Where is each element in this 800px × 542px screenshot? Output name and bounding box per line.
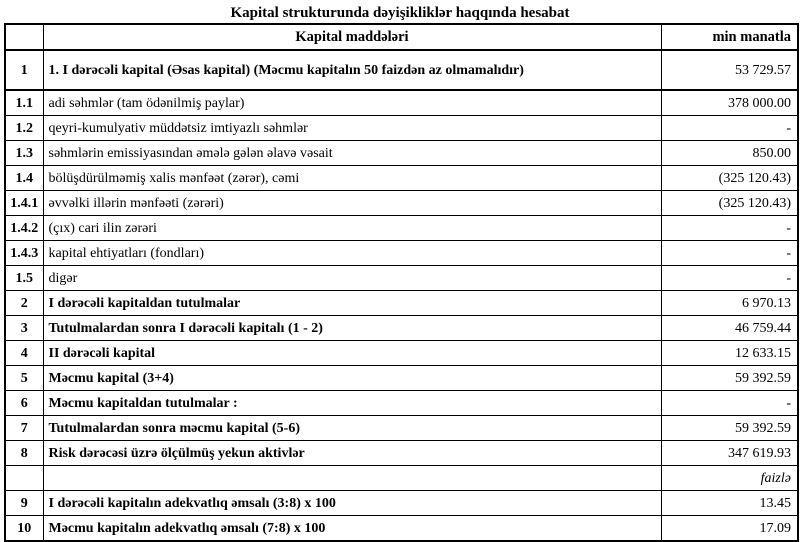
row-label-cell: (çıx) cari ilin zərəri — [43, 216, 661, 241]
row-label-cell: II dərəcəli kapital — [43, 341, 661, 366]
row-label-cell: adi səhmlər (tam ödənilmiş paylar) — [43, 90, 661, 116]
items-column-header: Kapital maddələri — [43, 24, 661, 50]
table-row — [5, 216, 798, 241]
header-row — [5, 24, 798, 50]
row-value-cell: 6 970.13 — [661, 291, 798, 316]
row-value-cell: 53 729.57 — [661, 50, 798, 90]
row-value-cell: 13.45 — [661, 491, 798, 516]
row-value-cell: 17.09 — [661, 516, 798, 542]
row-value-cell: - — [661, 391, 798, 416]
row-number-cell: 1.4 — [5, 166, 43, 191]
table-row-unit-faizle — [5, 466, 798, 491]
row-label-cell: 1. I dərəcəli kapital (Əsas kapital) (Məcmu kapitalın 50 faizdən az olmamalıdır) — [43, 50, 661, 90]
row-value-cell: (325 120.43) — [661, 191, 798, 216]
row-number-cell: 2 — [5, 291, 43, 316]
corner-cell — [5, 24, 43, 50]
row-number-cell: 4 — [5, 341, 43, 366]
row-number-cell: 9 — [5, 491, 43, 516]
row-label-cell: Tutulmalardan sonra I dərəcəli kapitalı (1 - 2) — [43, 316, 661, 341]
row-value-cell: - — [661, 266, 798, 291]
row-number-cell: 6 — [5, 391, 43, 416]
row-number-cell: 1.3 — [5, 141, 43, 166]
table-row — [5, 316, 798, 341]
table-row — [5, 266, 798, 291]
row-value-cell: 46 759.44 — [661, 316, 798, 341]
table-row — [5, 516, 798, 542]
table-row — [5, 141, 798, 166]
row-number-cell: 1.4.1 — [5, 191, 43, 216]
row-number-cell: 1.1 — [5, 90, 43, 116]
row-label-cell: Risk dərəcəsi üzrə ölçülmüş yekun aktivlər — [43, 441, 661, 466]
row-label-cell — [43, 466, 661, 491]
table-row — [5, 116, 798, 141]
table-row — [5, 166, 798, 191]
row-label-cell: əvvəlki illərin mənfəəti (zərəri) — [43, 191, 661, 216]
row-label-cell: bölüşdürülməmiş xalis mənfəət (zərər), cəmi — [43, 166, 661, 191]
table-row — [5, 341, 798, 366]
table-row — [5, 491, 798, 516]
row-number-cell: 7 — [5, 416, 43, 441]
row-label-cell: qeyri-kumulyativ müddətsiz imtiyazlı səhmlər — [43, 116, 661, 141]
table-row — [5, 416, 798, 441]
row-value-cell: (325 120.43) — [661, 166, 798, 191]
table-row — [5, 241, 798, 266]
row-number-cell: 5 — [5, 366, 43, 391]
table-row — [5, 50, 798, 90]
unit-column-header: min manatla — [661, 24, 798, 50]
row-value-cell: faizlə — [661, 466, 798, 491]
row-number-cell: 1.2 — [5, 116, 43, 141]
row-label-cell: Məcmu kapitalın adekvatlıq əmsalı (7:8) x 100 — [43, 516, 661, 542]
row-label-cell: Məcmu kapitaldan tutulmalar : — [43, 391, 661, 416]
row-label-cell: səhmlərin emissiyasından əmələ gələn əlavə vəsait — [43, 141, 661, 166]
table-row — [5, 191, 798, 216]
row-number-cell: 1 — [5, 50, 43, 90]
row-label-cell: Məcmu kapital (3+4) — [43, 366, 661, 391]
row-label-cell: digər — [43, 266, 661, 291]
row-label-cell: Tutulmalardan sonra məcmu kapital (5-6) — [43, 416, 661, 441]
row-number-cell: 1.4.3 — [5, 241, 43, 266]
table-row — [5, 441, 798, 466]
row-value-cell: 378 000.00 — [661, 90, 798, 116]
capital-structure-table — [4, 23, 799, 542]
table-row — [5, 366, 798, 391]
table-row — [5, 291, 798, 316]
row-value-cell: 347 619.93 — [661, 441, 798, 466]
row-value-cell: 850.00 — [661, 141, 798, 166]
row-number-cell — [5, 466, 43, 491]
page-title: Kapital strukturunda dəyişikliklər haqqında hesabat — [230, 5, 570, 21]
row-value-cell: - — [661, 116, 798, 141]
row-label-cell: kapital ehtiyatları (fondları) — [43, 241, 661, 266]
table-row — [5, 90, 798, 116]
row-number-cell: 10 — [5, 516, 43, 542]
row-number-cell: 3 — [5, 316, 43, 341]
row-label-cell: I dərəcəli kapitalın adekvatlıq əmsalı (3:8) x 100 — [43, 491, 661, 516]
row-number-cell: 1.5 — [5, 266, 43, 291]
row-number-cell: 8 — [5, 441, 43, 466]
row-value-cell: - — [661, 216, 798, 241]
table-row — [5, 391, 798, 416]
table-header — [5, 24, 798, 50]
row-value-cell: - — [661, 241, 798, 266]
row-value-cell: 12 633.15 — [661, 341, 798, 366]
row-value-cell: 59 392.59 — [661, 366, 798, 391]
row-label-cell: I dərəcəli kapitaldan tutulmalar — [43, 291, 661, 316]
row-number-cell: 1.4.2 — [5, 216, 43, 241]
row-value-cell: 59 392.59 — [661, 416, 798, 441]
